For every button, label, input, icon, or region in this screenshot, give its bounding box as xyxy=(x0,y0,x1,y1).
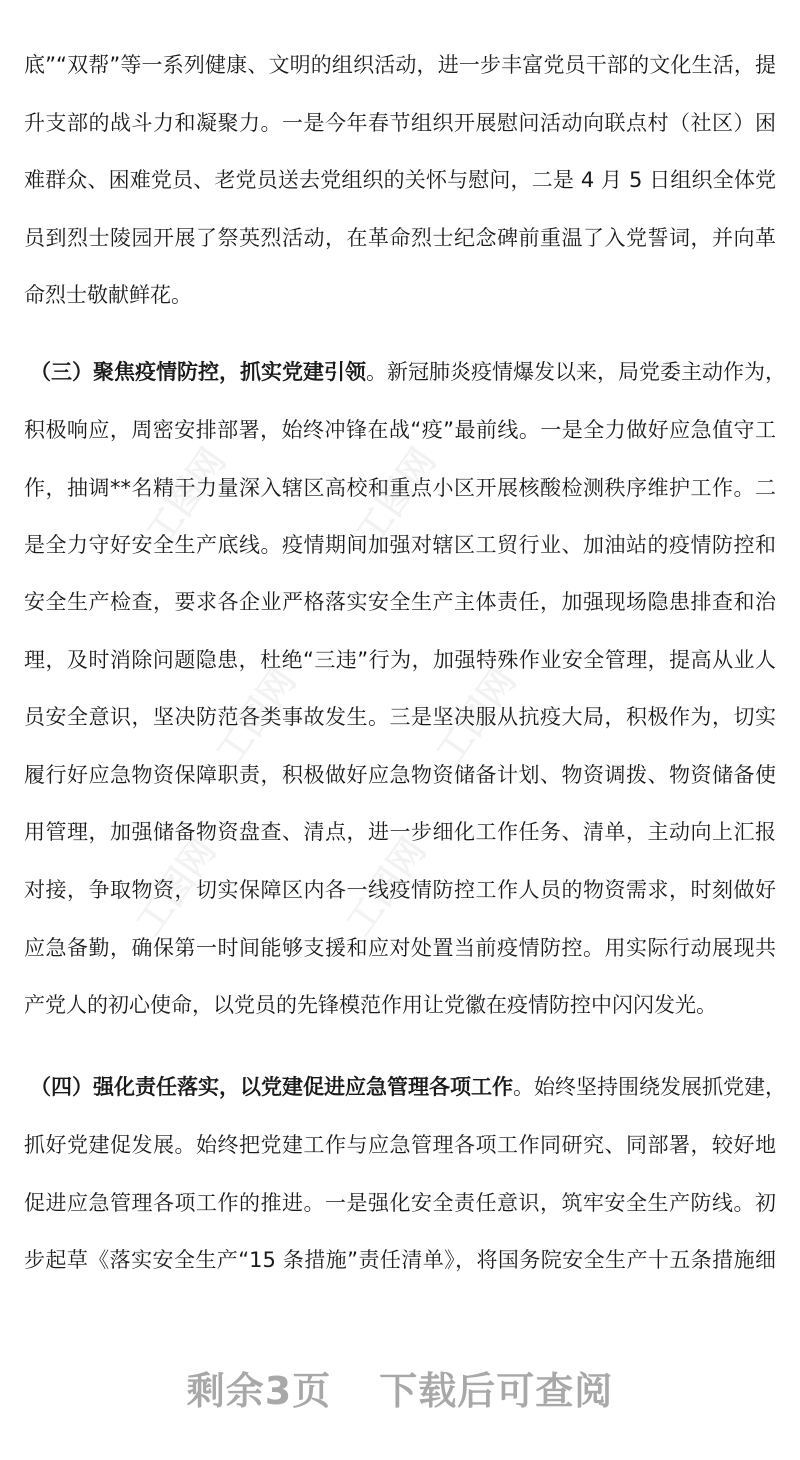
section-heading-line xyxy=(30,357,786,387)
paragraph-line: 应急备勤，确保第一时间能够支援和应对处置当前疫情防控。用实际行动展现共 xyxy=(24,936,776,960)
download-prompt[interactable] xyxy=(0,1360,800,1415)
paragraph-line: 员到烈士陵园开展了祭英烈活动，在革命烈士纪念碑前重温了入党誓词，并向革 xyxy=(24,226,776,250)
paragraph-line: 履行好应急物资保障职责，积极做好应急物资储备计划、物资调拨、物资储备使 xyxy=(24,763,776,787)
paragraph-line: 员安全意识，坚决防范各类事故发生。三是坚决服从抗疫大局，积极作为，切实 xyxy=(24,705,776,729)
paragraph-line: 用管理，加强储备物资盘查、清点，进一步细化工作任务、清单，主动向上汇报 xyxy=(24,820,776,844)
paragraph-text: 。新冠肺炎疫情爆发以来，局党委主动作为， xyxy=(366,360,786,384)
watermark: 工图网 xyxy=(428,661,525,774)
paragraph-line: 积极响应，周密安排部署，始终冲锋在战“疫”最前线。一是全力做好应急值守工 xyxy=(24,418,776,442)
watermark: 工图网 xyxy=(138,441,235,554)
paragraph-line: 促进应急管理各项工作的推进。一是强化安全责任意识，筑牢安全生产防线。初 xyxy=(24,1191,776,1215)
paragraph-line: 理，及时消除问题隐患，杜绝“三违”行为，加强特殊作业安全管理，提高从业人 xyxy=(24,648,776,672)
section-heading: （四）强化责任落实，以党建促进应急管理各项工作 xyxy=(30,1075,513,1099)
paragraph-line: 是全力守好安全生产底线。疫情期间加强对辖区工贸行业、加油站的疫情防控和 xyxy=(24,533,776,557)
watermark: 工图网 xyxy=(348,441,445,554)
paragraph-line: 升支部的战斗力和凝聚力。一是今年春节组织开展慰问活动向联点村（社区）困 xyxy=(24,111,776,135)
watermark: 工图网 xyxy=(128,831,225,944)
remaining-pages-label: 剩余3页 xyxy=(186,1369,332,1413)
paragraph-text: 。始终坚持围绕发展抓党建， xyxy=(513,1075,786,1099)
paragraph-line: 难群众、困难党员、老党员送去党组织的关怀与慰问，二是 4 月 5 日组织全体党 xyxy=(24,168,776,192)
watermark: 工图网 xyxy=(208,661,305,774)
paragraph-line: 命烈士敬献鲜花。 xyxy=(24,283,192,307)
paragraph-line: 步起草《落实安全生产“15 条措施”责任清单》，将国务院安全生产十五条措施细 xyxy=(24,1248,776,1272)
paragraph-line: 产党人的初心使命，以党员的先锋模范作用让党徽在疫情防控中闪闪发光。 xyxy=(24,993,717,1017)
section-heading: （三）聚焦疫情防控，抓实党建引领 xyxy=(30,360,366,384)
section-heading-line xyxy=(30,1072,786,1102)
paragraph-line: 底”“双帮”等一系列健康、文明的组织活动，进一步丰富党员干部的文化生活，提 xyxy=(24,53,776,77)
watermark: 工图网 xyxy=(338,831,435,944)
paragraph-line: 作，抽调**名精干力量深入辖区高校和重点小区开展核酸检测秩序维护工作。二 xyxy=(24,476,776,500)
download-to-view-label[interactable]: 下载后可查阅 xyxy=(379,1369,614,1413)
paragraph-line: 安全生产检查，要求各企业严格落实安全生产主体责任，加强现场隐患排查和治 xyxy=(24,590,776,614)
paragraph-line: 对接，争取物资，切实保障区内各一线疫情防控工作人员的物资需求，时刻做好 xyxy=(24,878,776,902)
paragraph-line: 抓好党建促发展。始终把党建工作与应急管理各项工作同研究、同部署，较好地 xyxy=(24,1133,776,1157)
